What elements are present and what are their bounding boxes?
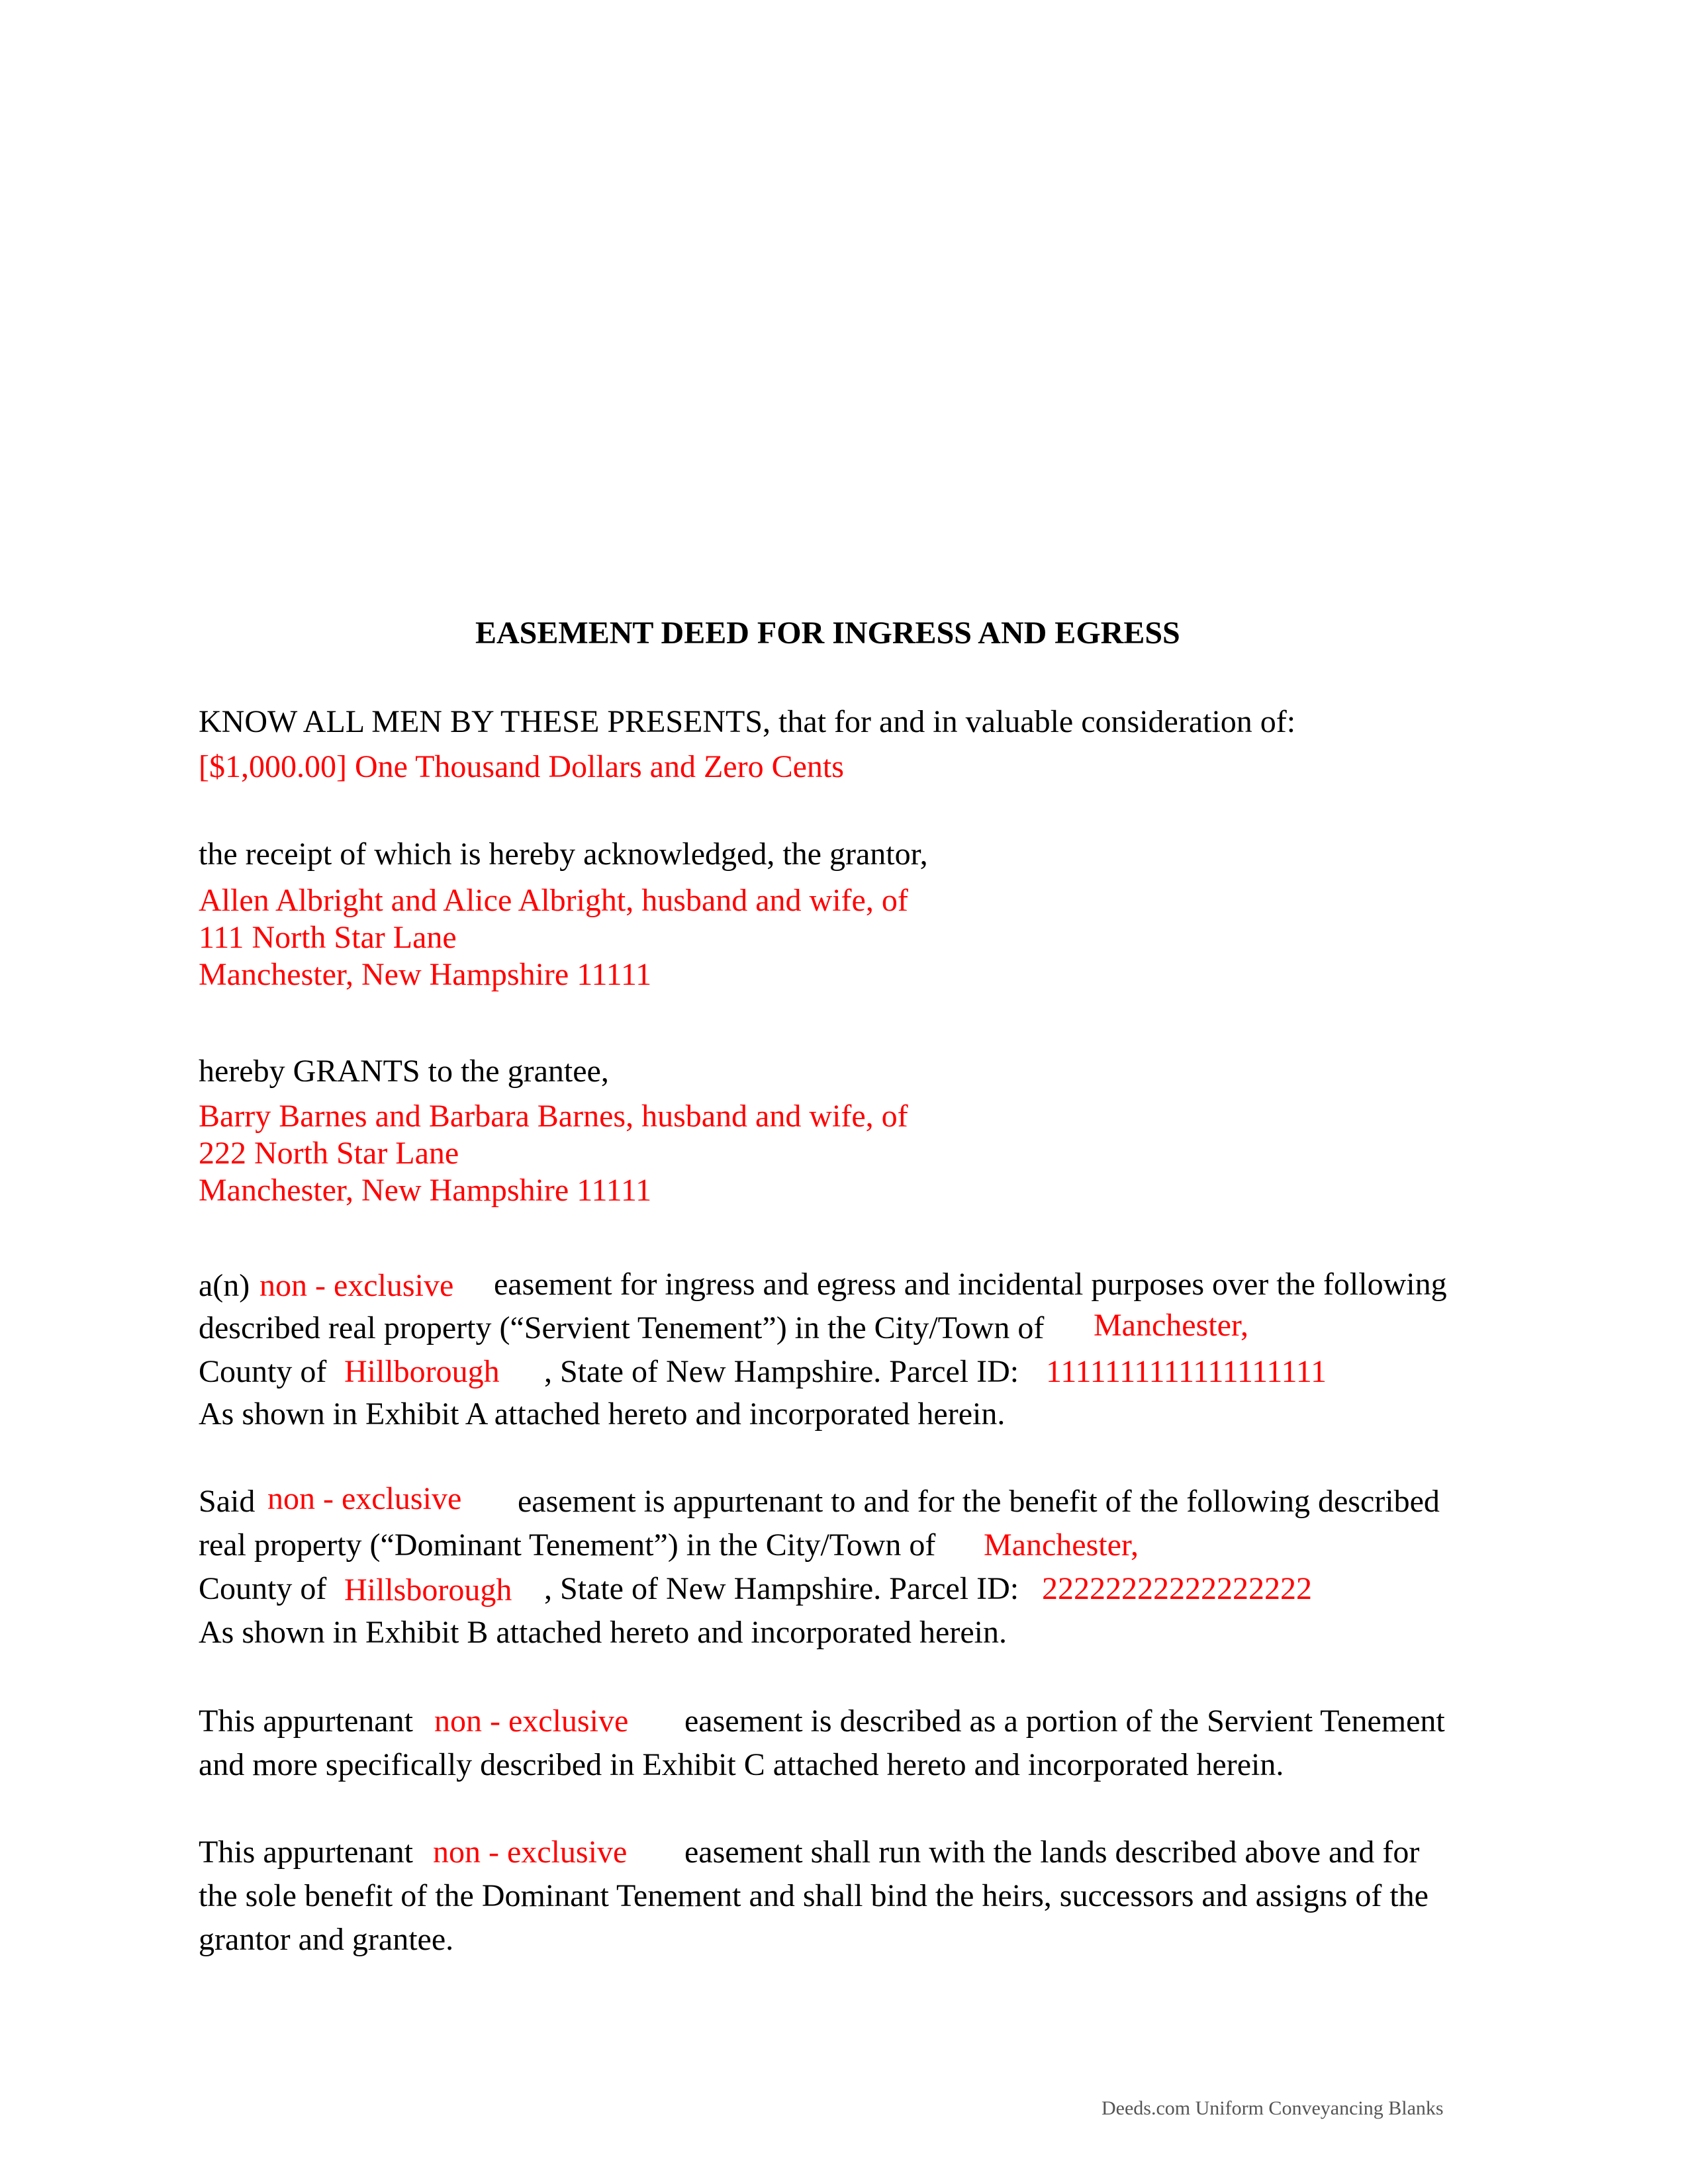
servient-text-1: easement for ingress and egress and incidental purposes over the following xyxy=(494,1267,1447,1302)
runs-with-text-3: grantor and grantee. xyxy=(199,1922,454,1957)
description-prefix: This appurtenant xyxy=(199,1704,413,1739)
servient-exhibit: As shown in Exhibit A attached hereto and incorporated herein. xyxy=(199,1396,1006,1432)
dominant-parcel-id-field[interactable]: 22222222222222222 xyxy=(1042,1571,1312,1606)
dominant-county-label: County of xyxy=(199,1571,327,1606)
servient-city-field[interactable]: Manchester, xyxy=(1094,1308,1248,1343)
grantee-city-field[interactable]: Manchester, New Hampshire 11111 xyxy=(199,1173,652,1208)
servient-county-label: County of xyxy=(199,1354,327,1389)
description-text-1: easement is described as a portion of the Servient Tenement xyxy=(684,1704,1445,1739)
runs-with-prefix: This appurtenant xyxy=(199,1835,413,1870)
dominant-prefix: Said xyxy=(199,1484,256,1519)
consideration-field[interactable]: [$1,000.00] One Thousand Dollars and Zero Cents xyxy=(199,749,844,784)
servient-county-field[interactable]: Hillborough xyxy=(344,1354,500,1389)
dominant-city-field[interactable]: Manchester, xyxy=(984,1527,1139,1563)
dominant-state-parcel: , State of New Hampshire. Parcel ID: xyxy=(544,1571,1019,1606)
grantor-street-field[interactable]: 111 North Star Lane xyxy=(199,920,457,955)
description-easement-type-field[interactable]: non - exclusive xyxy=(434,1704,629,1739)
servient-easement-type-field[interactable]: non - exclusive xyxy=(259,1268,454,1303)
grantor-name-field[interactable]: Allen Albright and Alice Albright, husband and wife, of xyxy=(199,883,908,918)
dominant-exhibit: As shown in Exhibit B attached hereto and incorporated herein. xyxy=(199,1615,1007,1650)
dominant-easement-type-field[interactable]: non - exclusive xyxy=(267,1481,462,1516)
grantor-city-field[interactable]: Manchester, New Hampshire 11111 xyxy=(199,957,652,992)
servient-state-parcel: , State of New Hampshire. Parcel ID: xyxy=(544,1354,1019,1389)
grantee-street-field[interactable]: 222 North Star Lane xyxy=(199,1136,459,1171)
runs-with-text-2: the sole benefit of the Dominant Tenement and shall bind the heirs, successors and assigns of the xyxy=(199,1878,1429,1913)
document-title: EASEMENT DEED FOR INGRESS AND EGRESS xyxy=(475,615,1180,651)
servient-prefix: a(n) xyxy=(199,1268,250,1303)
dominant-county-field[interactable]: Hillsborough xyxy=(344,1572,512,1608)
grantee-name-field[interactable]: Barry Barnes and Barbara Barnes, husband and wife, of xyxy=(199,1099,908,1134)
runs-with-text-1: easement shall run with the lands described above and for xyxy=(684,1835,1420,1870)
description-text-2: and more specifically described in Exhibit C attached hereto and incorporated herein. xyxy=(199,1747,1284,1782)
runs-with-easement-type-field[interactable]: non - exclusive xyxy=(433,1835,628,1870)
intro-text: KNOW ALL MEN BY THESE PRESENTS, that for and in valuable consideration of: xyxy=(199,704,1296,739)
dominant-text-2: real property (“Dominant Tenement”) in the City/Town of xyxy=(199,1527,936,1563)
grantor-intro: the receipt of which is hereby acknowledged, the grantor, xyxy=(199,837,928,872)
footer-text: Deeds.com Uniform Conveyancing Blanks xyxy=(1102,2097,1444,2119)
grantee-intro: hereby GRANTS to the grantee, xyxy=(199,1054,609,1089)
servient-parcel-id-field[interactable]: 1111111111111111111 xyxy=(1046,1354,1327,1389)
servient-text-2: described real property (“Servient Tenement”) in the City/Town of xyxy=(199,1310,1045,1345)
dominant-text-1: easement is appurtenant to and for the benefit of the following described xyxy=(518,1484,1440,1519)
